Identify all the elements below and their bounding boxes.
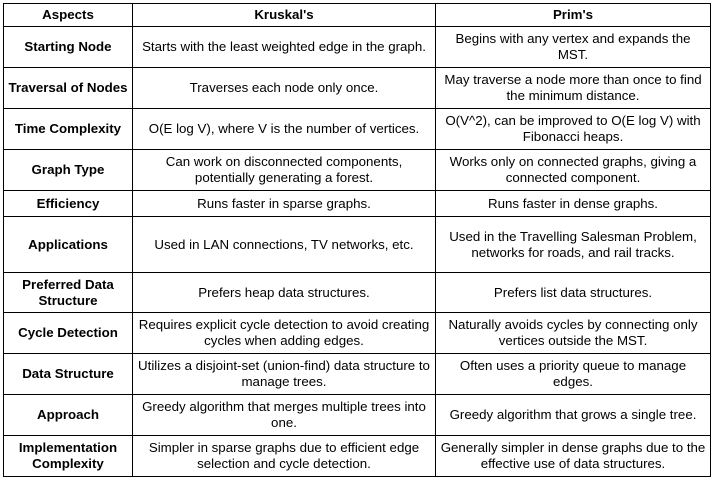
kruskal-cell: Used in LAN connections, TV networks, etc. — [133, 217, 436, 273]
aspect-cell: Traversal of Nodes — [4, 68, 133, 109]
table-row — [4, 27, 711, 68]
comparison-table — [3, 3, 711, 477]
header-kruskal: Kruskal's — [133, 4, 436, 27]
header-aspects: Aspects — [4, 4, 133, 27]
kruskal-cell: Utilizes a disjoint-set (union-find) data structure to manage trees. — [133, 354, 436, 395]
prim-cell: Used in the Travelling Salesman Problem, networks for roads, and rail tracks. — [436, 217, 711, 273]
kruskal-cell: Can work on disconnected components, potentially generating a forest. — [133, 150, 436, 191]
kruskal-cell: O(E log V), where V is the number of vertices. — [133, 109, 436, 150]
prim-cell: Begins with any vertex and expands the MST. — [436, 27, 711, 68]
prim-cell: Greedy algorithm that grows a single tree. — [436, 395, 711, 436]
kruskal-cell: Simpler in sparse graphs due to efficient edge selection and cycle detection. — [133, 436, 436, 477]
aspect-cell: Starting Node — [4, 27, 133, 68]
kruskal-cell: Prefers heap data structures. — [133, 273, 436, 313]
aspect-cell: Cycle Detection — [4, 313, 133, 354]
header-prim: Prim's — [436, 4, 711, 27]
aspect-cell: Preferred Data Structure — [4, 273, 133, 313]
table-row — [4, 395, 711, 436]
kruskal-cell: Runs faster in sparse graphs. — [133, 191, 436, 217]
aspect-cell: Applications — [4, 217, 133, 273]
kruskal-cell: Traverses each node only once. — [133, 68, 436, 109]
table-row — [4, 354, 711, 395]
aspect-cell: Graph Type — [4, 150, 133, 191]
table-row — [4, 191, 711, 217]
prim-cell: Prefers list data structures. — [436, 273, 711, 313]
aspect-cell: Time Complexity — [4, 109, 133, 150]
prim-cell: Runs faster in dense graphs. — [436, 191, 711, 217]
table-row — [4, 109, 711, 150]
prim-cell: Often uses a priority queue to manage edges. — [436, 354, 711, 395]
table-row — [4, 313, 711, 354]
prim-cell: May traverse a node more than once to find the minimum distance. — [436, 68, 711, 109]
aspect-cell: Efficiency — [4, 191, 133, 217]
table-row — [4, 273, 711, 313]
aspect-cell: Approach — [4, 395, 133, 436]
prim-cell: Naturally avoids cycles by connecting only vertices outside the MST. — [436, 313, 711, 354]
table-row — [4, 217, 711, 273]
table-row — [4, 68, 711, 109]
kruskal-cell: Requires explicit cycle detection to avoid creating cycles when adding edges. — [133, 313, 436, 354]
aspect-cell: Data Structure — [4, 354, 133, 395]
aspect-cell: Implementation Complexity — [4, 436, 133, 477]
prim-cell: O(V^2), can be improved to O(E log V) with Fibonacci heaps. — [436, 109, 711, 150]
kruskal-cell: Starts with the least weighted edge in the graph. — [133, 27, 436, 68]
kruskal-cell: Greedy algorithm that merges multiple trees into one. — [133, 395, 436, 436]
header-row — [4, 4, 711, 27]
table-row — [4, 150, 711, 191]
prim-cell: Works only on connected graphs, giving a connected component. — [436, 150, 711, 191]
prim-cell: Generally simpler in dense graphs due to the effective use of data structures. — [436, 436, 711, 477]
table-row — [4, 436, 711, 477]
